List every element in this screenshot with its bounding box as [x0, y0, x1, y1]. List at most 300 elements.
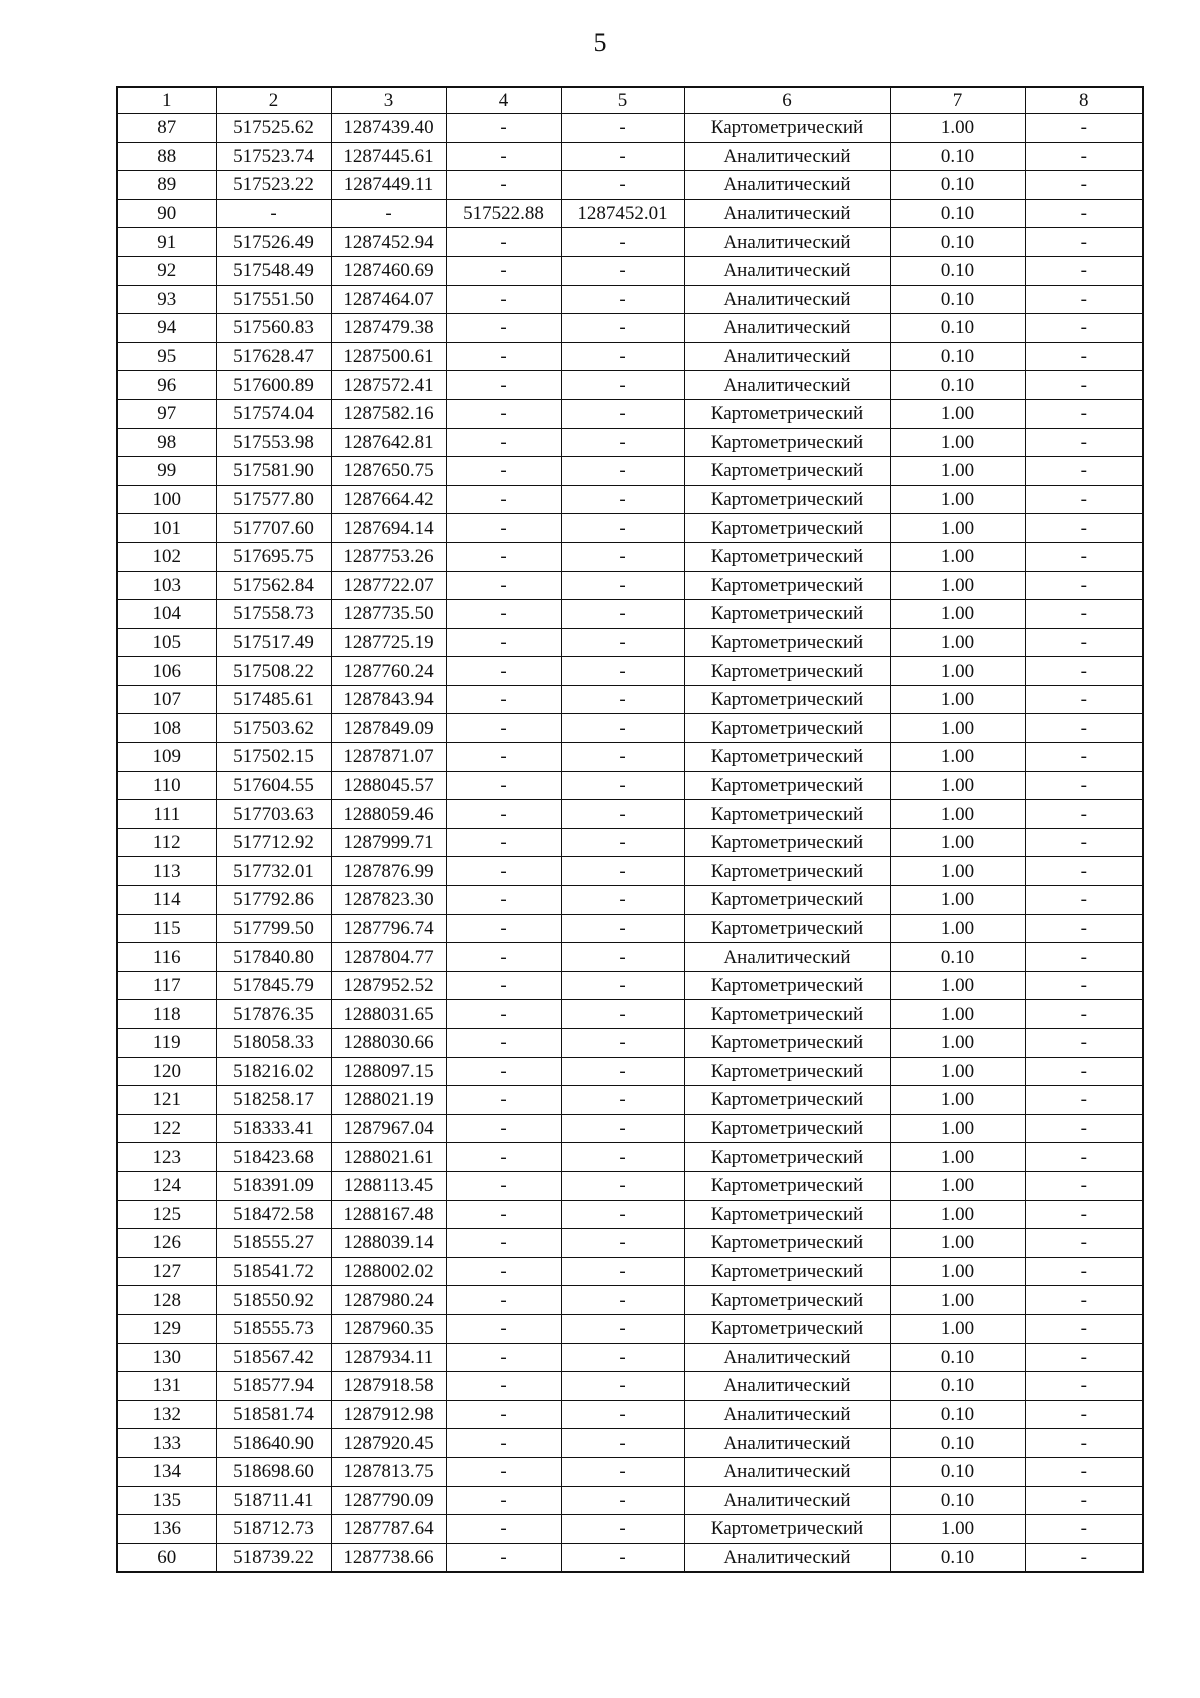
table-cell: - — [561, 256, 684, 285]
table-cell: 1287999.71 — [331, 828, 446, 857]
table-cell: 1287980.24 — [331, 1286, 446, 1315]
table-cell: 133 — [117, 1429, 216, 1458]
table-cell: Картометрический — [684, 1257, 890, 1286]
table-cell: Аналитический — [684, 1400, 890, 1429]
table-row — [117, 171, 1143, 200]
table-cell: 0.10 — [890, 256, 1025, 285]
table-cell: - — [561, 542, 684, 571]
table-row — [117, 1000, 1143, 1029]
table-cell: - — [446, 1372, 561, 1401]
table-cell: - — [561, 1457, 684, 1486]
table-cell: 0.10 — [890, 228, 1025, 257]
table-cell: Картометрический — [684, 428, 890, 457]
column-header: 4 — [446, 87, 561, 114]
table-cell: - — [1025, 1229, 1143, 1258]
table-row — [117, 743, 1143, 772]
table-cell: 1287582.16 — [331, 399, 446, 428]
table-cell: - — [1025, 1343, 1143, 1372]
table-cell: - — [1025, 657, 1143, 686]
table-cell: - — [446, 1515, 561, 1544]
table-cell: 1287664.42 — [331, 485, 446, 514]
table-cell: - — [1025, 914, 1143, 943]
table-cell: 517574.04 — [216, 399, 331, 428]
table-cell: - — [446, 1229, 561, 1258]
table-cell: - — [1025, 771, 1143, 800]
table-cell: 1.00 — [890, 1515, 1025, 1544]
table-cell: 1287871.07 — [331, 743, 446, 772]
header-row — [117, 87, 1143, 114]
table-cell: 1287796.74 — [331, 914, 446, 943]
table-cell: - — [446, 571, 561, 600]
table-row — [117, 1314, 1143, 1343]
table-cell: - — [1025, 228, 1143, 257]
table-cell: 129 — [117, 1314, 216, 1343]
table-cell: 94 — [117, 314, 216, 343]
table-cell: 1287452.01 — [561, 199, 684, 228]
table-row — [117, 771, 1143, 800]
table-row — [117, 685, 1143, 714]
table-cell: 517548.49 — [216, 256, 331, 285]
table-cell: - — [561, 1171, 684, 1200]
table-cell: - — [561, 114, 684, 143]
table-cell: Картометрический — [684, 1000, 890, 1029]
table-row — [117, 142, 1143, 171]
table-cell: - — [446, 1200, 561, 1229]
table-cell: Аналитический — [684, 1343, 890, 1372]
table-cell: 124 — [117, 1171, 216, 1200]
table-cell: 96 — [117, 371, 216, 400]
table-cell: 105 — [117, 628, 216, 657]
table-cell: Картометрический — [684, 399, 890, 428]
table-cell: 517485.61 — [216, 685, 331, 714]
table-cell: 109 — [117, 743, 216, 772]
table-cell: Картометрический — [684, 714, 890, 743]
table-cell: 518712.73 — [216, 1515, 331, 1544]
table-row — [117, 1486, 1143, 1515]
table-cell: 97 — [117, 399, 216, 428]
table-cell: - — [561, 1257, 684, 1286]
table-cell: - — [446, 1257, 561, 1286]
column-header: 6 — [684, 87, 890, 114]
table-cell: 123 — [117, 1143, 216, 1172]
table-cell: - — [1025, 485, 1143, 514]
table-cell: 1.00 — [890, 971, 1025, 1000]
table-cell: - — [561, 857, 684, 886]
table-cell: - — [446, 628, 561, 657]
table-cell: 111 — [117, 800, 216, 829]
table-cell: 1288059.46 — [331, 800, 446, 829]
table-row — [117, 1229, 1143, 1258]
table-cell: - — [446, 114, 561, 143]
table-cell: - — [446, 714, 561, 743]
table-cell: - — [446, 485, 561, 514]
table-row — [117, 857, 1143, 886]
table-cell: 0.10 — [890, 285, 1025, 314]
table-cell: 116 — [117, 943, 216, 972]
table-cell: - — [1025, 600, 1143, 629]
table-cell: 1.00 — [890, 1286, 1025, 1315]
table-cell: - — [1025, 399, 1143, 428]
table-cell: Картометрический — [684, 485, 890, 514]
table-cell: - — [1025, 857, 1143, 886]
table-cell: Аналитический — [684, 228, 890, 257]
table-cell: - — [561, 1114, 684, 1143]
table-cell: 517522.88 — [446, 199, 561, 228]
table-cell: 1287787.64 — [331, 1515, 446, 1544]
table-cell: - — [561, 1543, 684, 1572]
table-cell: Картометрический — [684, 1314, 890, 1343]
table-cell: 1.00 — [890, 828, 1025, 857]
table-cell: 1.00 — [890, 1200, 1025, 1229]
table-cell: Картометрический — [684, 600, 890, 629]
table-cell: 1.00 — [890, 457, 1025, 486]
table-cell: 1287960.35 — [331, 1314, 446, 1343]
table-cell: 1288021.19 — [331, 1086, 446, 1115]
table-cell: - — [561, 800, 684, 829]
table-row — [117, 971, 1143, 1000]
table-cell: - — [561, 1372, 684, 1401]
table-cell: - — [1025, 1200, 1143, 1229]
table-cell: 106 — [117, 657, 216, 686]
table-cell: 1.00 — [890, 1114, 1025, 1143]
table-cell: 1287912.98 — [331, 1400, 446, 1429]
table-cell: - — [561, 1029, 684, 1058]
table-cell: - — [561, 457, 684, 486]
table-cell: - — [1025, 314, 1143, 343]
table-cell: - — [446, 657, 561, 686]
table-cell: - — [1025, 1457, 1143, 1486]
table-cell: 135 — [117, 1486, 216, 1515]
table-cell: Картометрический — [684, 114, 890, 143]
table-cell: Картометрический — [684, 1200, 890, 1229]
table-cell: 107 — [117, 685, 216, 714]
table-cell: 87 — [117, 114, 216, 143]
table-cell: Аналитический — [684, 342, 890, 371]
table-cell: 517502.15 — [216, 743, 331, 772]
table-cell: 115 — [117, 914, 216, 943]
table-cell: 1287735.50 — [331, 600, 446, 629]
table-cell: 517712.92 — [216, 828, 331, 857]
table-cell: 1.00 — [890, 886, 1025, 915]
table-cell: 1288021.61 — [331, 1143, 446, 1172]
table-cell: 518567.42 — [216, 1343, 331, 1372]
table-cell: 1.00 — [890, 399, 1025, 428]
table-cell: 1287738.66 — [331, 1543, 446, 1572]
table-cell: 518577.94 — [216, 1372, 331, 1401]
table-cell: - — [561, 514, 684, 543]
table-row — [117, 628, 1143, 657]
table-cell: - — [446, 1029, 561, 1058]
column-header: 8 — [1025, 87, 1143, 114]
table-cell: 517558.73 — [216, 600, 331, 629]
table-cell: 518333.41 — [216, 1114, 331, 1143]
table-row — [117, 1200, 1143, 1229]
table-cell: 517517.49 — [216, 628, 331, 657]
table-cell: - — [446, 743, 561, 772]
table-cell: - — [561, 285, 684, 314]
table-cell: 1287452.94 — [331, 228, 446, 257]
column-header: 2 — [216, 87, 331, 114]
table-row — [117, 485, 1143, 514]
table-cell: 518739.22 — [216, 1543, 331, 1572]
table-cell: Аналитический — [684, 943, 890, 972]
table-row — [117, 1143, 1143, 1172]
table-cell: - — [1025, 1372, 1143, 1401]
table-cell: - — [1025, 542, 1143, 571]
table-cell: 132 — [117, 1400, 216, 1429]
table-cell: 517845.79 — [216, 971, 331, 1000]
table-cell: - — [561, 371, 684, 400]
table-cell: 1.00 — [890, 571, 1025, 600]
table-cell: - — [561, 485, 684, 514]
table-cell: Аналитический — [684, 199, 890, 228]
table-cell: 89 — [117, 171, 216, 200]
table-cell: - — [446, 1143, 561, 1172]
table-cell: Картометрический — [684, 1086, 890, 1115]
table-cell: 126 — [117, 1229, 216, 1258]
table-cell: 1.00 — [890, 628, 1025, 657]
table-cell: - — [446, 914, 561, 943]
table-cell: - — [1025, 571, 1143, 600]
table-cell: 108 — [117, 714, 216, 743]
table-cell: - — [561, 1429, 684, 1458]
coordinates-table — [116, 86, 1144, 1573]
table-cell: 517600.89 — [216, 371, 331, 400]
table-cell: 518391.09 — [216, 1171, 331, 1200]
table-cell: - — [1025, 800, 1143, 829]
table-cell: 518711.41 — [216, 1486, 331, 1515]
table-cell: Картометрический — [684, 571, 890, 600]
table-cell: 517840.80 — [216, 943, 331, 972]
table-cell: - — [446, 943, 561, 972]
table-cell: - — [1025, 457, 1143, 486]
table-row — [117, 1114, 1143, 1143]
table-cell: - — [1025, 828, 1143, 857]
table-cell: - — [446, 600, 561, 629]
table-cell: 517503.62 — [216, 714, 331, 743]
table-cell: - — [561, 1343, 684, 1372]
table-cell: 0.10 — [890, 1543, 1025, 1572]
table-row — [117, 1372, 1143, 1401]
table-row — [117, 1343, 1143, 1372]
table-cell: 0.10 — [890, 1400, 1025, 1429]
table-cell: - — [1025, 199, 1143, 228]
table-row — [117, 1171, 1143, 1200]
table-cell: 1.00 — [890, 657, 1025, 686]
table-cell: - — [1025, 1257, 1143, 1286]
table-row — [117, 114, 1143, 143]
table-cell: 517799.50 — [216, 914, 331, 943]
table-cell: 1.00 — [890, 1257, 1025, 1286]
table-cell: - — [561, 1486, 684, 1515]
table-cell: 130 — [117, 1343, 216, 1372]
table-cell: - — [446, 1400, 561, 1429]
table-cell: 517523.74 — [216, 142, 331, 171]
table-cell: Картометрический — [684, 886, 890, 915]
table-cell: 517695.75 — [216, 542, 331, 571]
table-cell: Картометрический — [684, 457, 890, 486]
table-cell: - — [561, 142, 684, 171]
table-cell: - — [1025, 743, 1143, 772]
table-cell: - — [1025, 1143, 1143, 1172]
table-cell: - — [446, 1457, 561, 1486]
table-cell: Аналитический — [684, 285, 890, 314]
table-cell: - — [1025, 1057, 1143, 1086]
table-row — [117, 886, 1143, 915]
table-cell: 518423.68 — [216, 1143, 331, 1172]
table-cell: 1.00 — [890, 1171, 1025, 1200]
table-cell: 0.10 — [890, 371, 1025, 400]
table-cell: 517526.49 — [216, 228, 331, 257]
table-cell: - — [446, 171, 561, 200]
table-cell: 1288031.65 — [331, 1000, 446, 1029]
table-cell: 0.10 — [890, 1429, 1025, 1458]
table-cell: - — [561, 1400, 684, 1429]
table-cell: 1288030.66 — [331, 1029, 446, 1058]
table-cell: 1.00 — [890, 857, 1025, 886]
table-cell: 1288002.02 — [331, 1257, 446, 1286]
table-cell: 1287464.07 — [331, 285, 446, 314]
table-cell: 1.00 — [890, 485, 1025, 514]
table-cell: - — [1025, 714, 1143, 743]
table-cell: 1287804.77 — [331, 943, 446, 972]
table-cell: 0.10 — [890, 199, 1025, 228]
table-cell: 518258.17 — [216, 1086, 331, 1115]
table-cell: - — [1025, 886, 1143, 915]
table-cell: 518555.27 — [216, 1229, 331, 1258]
table-cell: - — [561, 771, 684, 800]
table-cell: - — [561, 657, 684, 686]
table-cell: - — [561, 1286, 684, 1315]
table-cell: 1288167.48 — [331, 1200, 446, 1229]
table-cell: 112 — [117, 828, 216, 857]
table-cell: - — [1025, 114, 1143, 143]
table-cell: - — [1025, 1086, 1143, 1115]
table-cell: 1.00 — [890, 685, 1025, 714]
table-cell: 1.00 — [890, 514, 1025, 543]
table-cell: - — [446, 1171, 561, 1200]
table-cell: 1287876.99 — [331, 857, 446, 886]
table-cell: Аналитический — [684, 171, 890, 200]
table-cell: 1287760.24 — [331, 657, 446, 686]
table-cell: 517604.55 — [216, 771, 331, 800]
table-cell: 0.10 — [890, 142, 1025, 171]
table-cell: 0.10 — [890, 943, 1025, 972]
table-cell: 518581.74 — [216, 1400, 331, 1429]
table-cell: 99 — [117, 457, 216, 486]
table-cell: 1288113.45 — [331, 1171, 446, 1200]
table-cell: 1.00 — [890, 1143, 1025, 1172]
table-cell: - — [446, 1543, 561, 1572]
table-cell: - — [446, 1114, 561, 1143]
table-cell: 1.00 — [890, 600, 1025, 629]
table-cell: - — [1025, 1314, 1143, 1343]
table-cell: - — [1025, 1543, 1143, 1572]
table-cell: - — [1025, 514, 1143, 543]
table-cell: Аналитический — [684, 1457, 890, 1486]
table-cell: 88 — [117, 142, 216, 171]
table-cell: Картометрический — [684, 771, 890, 800]
table-row — [117, 1515, 1143, 1544]
table-row — [117, 1543, 1143, 1572]
table-cell: 128 — [117, 1286, 216, 1315]
table-cell: 1287952.52 — [331, 971, 446, 1000]
table-cell: Картометрический — [684, 1143, 890, 1172]
table-cell: - — [561, 943, 684, 972]
table-row — [117, 914, 1143, 943]
table-cell: Картометрический — [684, 685, 890, 714]
table-cell: - — [561, 914, 684, 943]
table-cell: 1.00 — [890, 771, 1025, 800]
table-cell: 1287439.40 — [331, 114, 446, 143]
table-cell: - — [331, 199, 446, 228]
table-cell: - — [446, 857, 561, 886]
table-cell: 517551.50 — [216, 285, 331, 314]
table-cell: 1287642.81 — [331, 428, 446, 457]
table-cell: 102 — [117, 542, 216, 571]
table-row — [117, 542, 1143, 571]
table-cell: - — [1025, 1400, 1143, 1429]
table-cell: - — [1025, 1029, 1143, 1058]
table-row — [117, 342, 1143, 371]
table-cell: 93 — [117, 285, 216, 314]
table-row — [117, 457, 1143, 486]
table-cell: Картометрический — [684, 971, 890, 1000]
table-cell: 518550.92 — [216, 1286, 331, 1315]
table-cell: - — [446, 1314, 561, 1343]
table-cell: 518640.90 — [216, 1429, 331, 1458]
table-cell: 517560.83 — [216, 314, 331, 343]
table-row — [117, 1086, 1143, 1115]
table-cell: 1287572.41 — [331, 371, 446, 400]
table-cell: Картометрический — [684, 628, 890, 657]
table-cell: 1287790.09 — [331, 1486, 446, 1515]
table-cell: 517508.22 — [216, 657, 331, 686]
table-row — [117, 571, 1143, 600]
table-cell: 103 — [117, 571, 216, 600]
table-cell: 1.00 — [890, 743, 1025, 772]
table-cell: 518472.58 — [216, 1200, 331, 1229]
column-header: 1 — [117, 87, 216, 114]
table-cell: Картометрический — [684, 828, 890, 857]
table-cell: - — [446, 457, 561, 486]
table-cell: - — [561, 571, 684, 600]
table-cell: 119 — [117, 1029, 216, 1058]
table-cell: 518555.73 — [216, 1314, 331, 1343]
table-cell: - — [446, 1000, 561, 1029]
table-row — [117, 1429, 1143, 1458]
table-cell: 92 — [117, 256, 216, 285]
table-cell: 117 — [117, 971, 216, 1000]
table-cell: - — [1025, 943, 1143, 972]
table-cell: - — [1025, 256, 1143, 285]
table-cell: 95 — [117, 342, 216, 371]
table-cell: - — [561, 1200, 684, 1229]
table-cell: 1288039.14 — [331, 1229, 446, 1258]
table-cell: Картометрический — [684, 1029, 890, 1058]
table-cell: Картометрический — [684, 1515, 890, 1544]
table-cell: 1288045.57 — [331, 771, 446, 800]
table-cell: - — [1025, 142, 1143, 171]
table-cell: Картометрический — [684, 1171, 890, 1200]
table-cell: Аналитический — [684, 142, 890, 171]
table-cell: - — [446, 828, 561, 857]
table-cell: 1287479.38 — [331, 314, 446, 343]
table-row — [117, 428, 1143, 457]
table-cell: 134 — [117, 1457, 216, 1486]
table-cell: 517732.01 — [216, 857, 331, 886]
table-row — [117, 657, 1143, 686]
